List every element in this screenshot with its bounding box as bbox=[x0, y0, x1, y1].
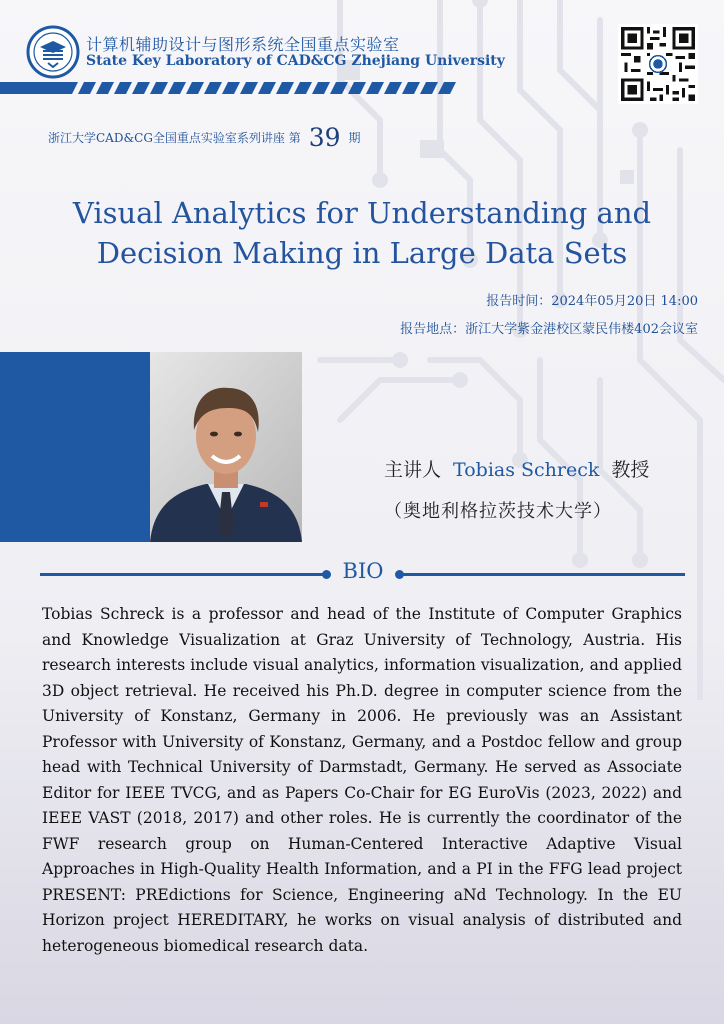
header-stripes bbox=[0, 82, 470, 94]
place-value: 浙江大学紫金港校区蒙民伟楼402会议室 bbox=[465, 322, 698, 337]
talk-title bbox=[40, 193, 684, 273]
qr-code[interactable] bbox=[618, 24, 698, 104]
lab-name-cn: 计算机辅助设计与图形系统全国重点实验室 bbox=[86, 35, 400, 54]
time-label: 报告时间： bbox=[486, 294, 552, 309]
speaker-prefix: 主讲人 bbox=[384, 459, 442, 481]
bio-text: Tobias Schreck is a professor and head of the Institute of Computer Graphics and Knowledge Visualization at Graz University of Technology, Austria. His research interests include visual analytics, information visualization, and applied 3D object retrieval. He received his Ph.D. degree in computer science from the University of Konstanz, Germany in 2006. He previously was an Assistant Professor with University of Konstanz, Germany, and a Postdoc fellow and group head with Technical University of Darmstadt, Germany. He served as Associate Editor for IEEE TVCG, and as Papers Co-Chair for EG EuroVis (2023, 2022) and IEEE VAST (2018, 2017) and other roles. He is currently the coordinator of the FWF research group on Human-Centered Interactive Adaptive Visual Approaches in High-Quality Health Information, and a PI in the FFG lead project PRESENT: PREdictions for Science, Engineering aNd Technology. In the EU Horizon project HEREDITARY, he works on visual analysis of distributed and heterogeneous biomedical research data. bbox=[42, 605, 682, 955]
accent-block bbox=[0, 352, 152, 542]
speaker-affiliation: （奥地利格拉茨技术大学） bbox=[384, 501, 612, 522]
talk-time bbox=[486, 290, 698, 309]
title-line-2: Decision Making in Large Data Sets bbox=[96, 236, 628, 270]
series-prefix: 浙江大学CAD&CG全国重点实验室系列讲座 第 bbox=[48, 131, 301, 145]
place-label: 报告地点： bbox=[400, 322, 466, 337]
bio-divider-left bbox=[40, 573, 325, 576]
speaker-name: Tobias Schreck bbox=[453, 459, 600, 481]
talk-place bbox=[400, 318, 698, 337]
bio-heading: BIO bbox=[342, 559, 384, 583]
speaker-photo bbox=[150, 352, 302, 542]
university-logo bbox=[26, 25, 80, 79]
time-value: 2024年05月20日 14:00 bbox=[551, 294, 698, 309]
title-line-1: Visual Analytics for Understanding and bbox=[72, 196, 652, 230]
speaker-line bbox=[384, 455, 649, 482]
series-suffix: 期 bbox=[348, 131, 361, 145]
speaker-title: 教授 bbox=[611, 459, 650, 481]
lecture-series bbox=[48, 123, 361, 152]
series-number: 39 bbox=[308, 123, 341, 152]
lab-name-en: State Key Laboratory of CAD&CG Zhejiang University bbox=[86, 53, 505, 69]
bio-divider-right bbox=[400, 573, 685, 576]
